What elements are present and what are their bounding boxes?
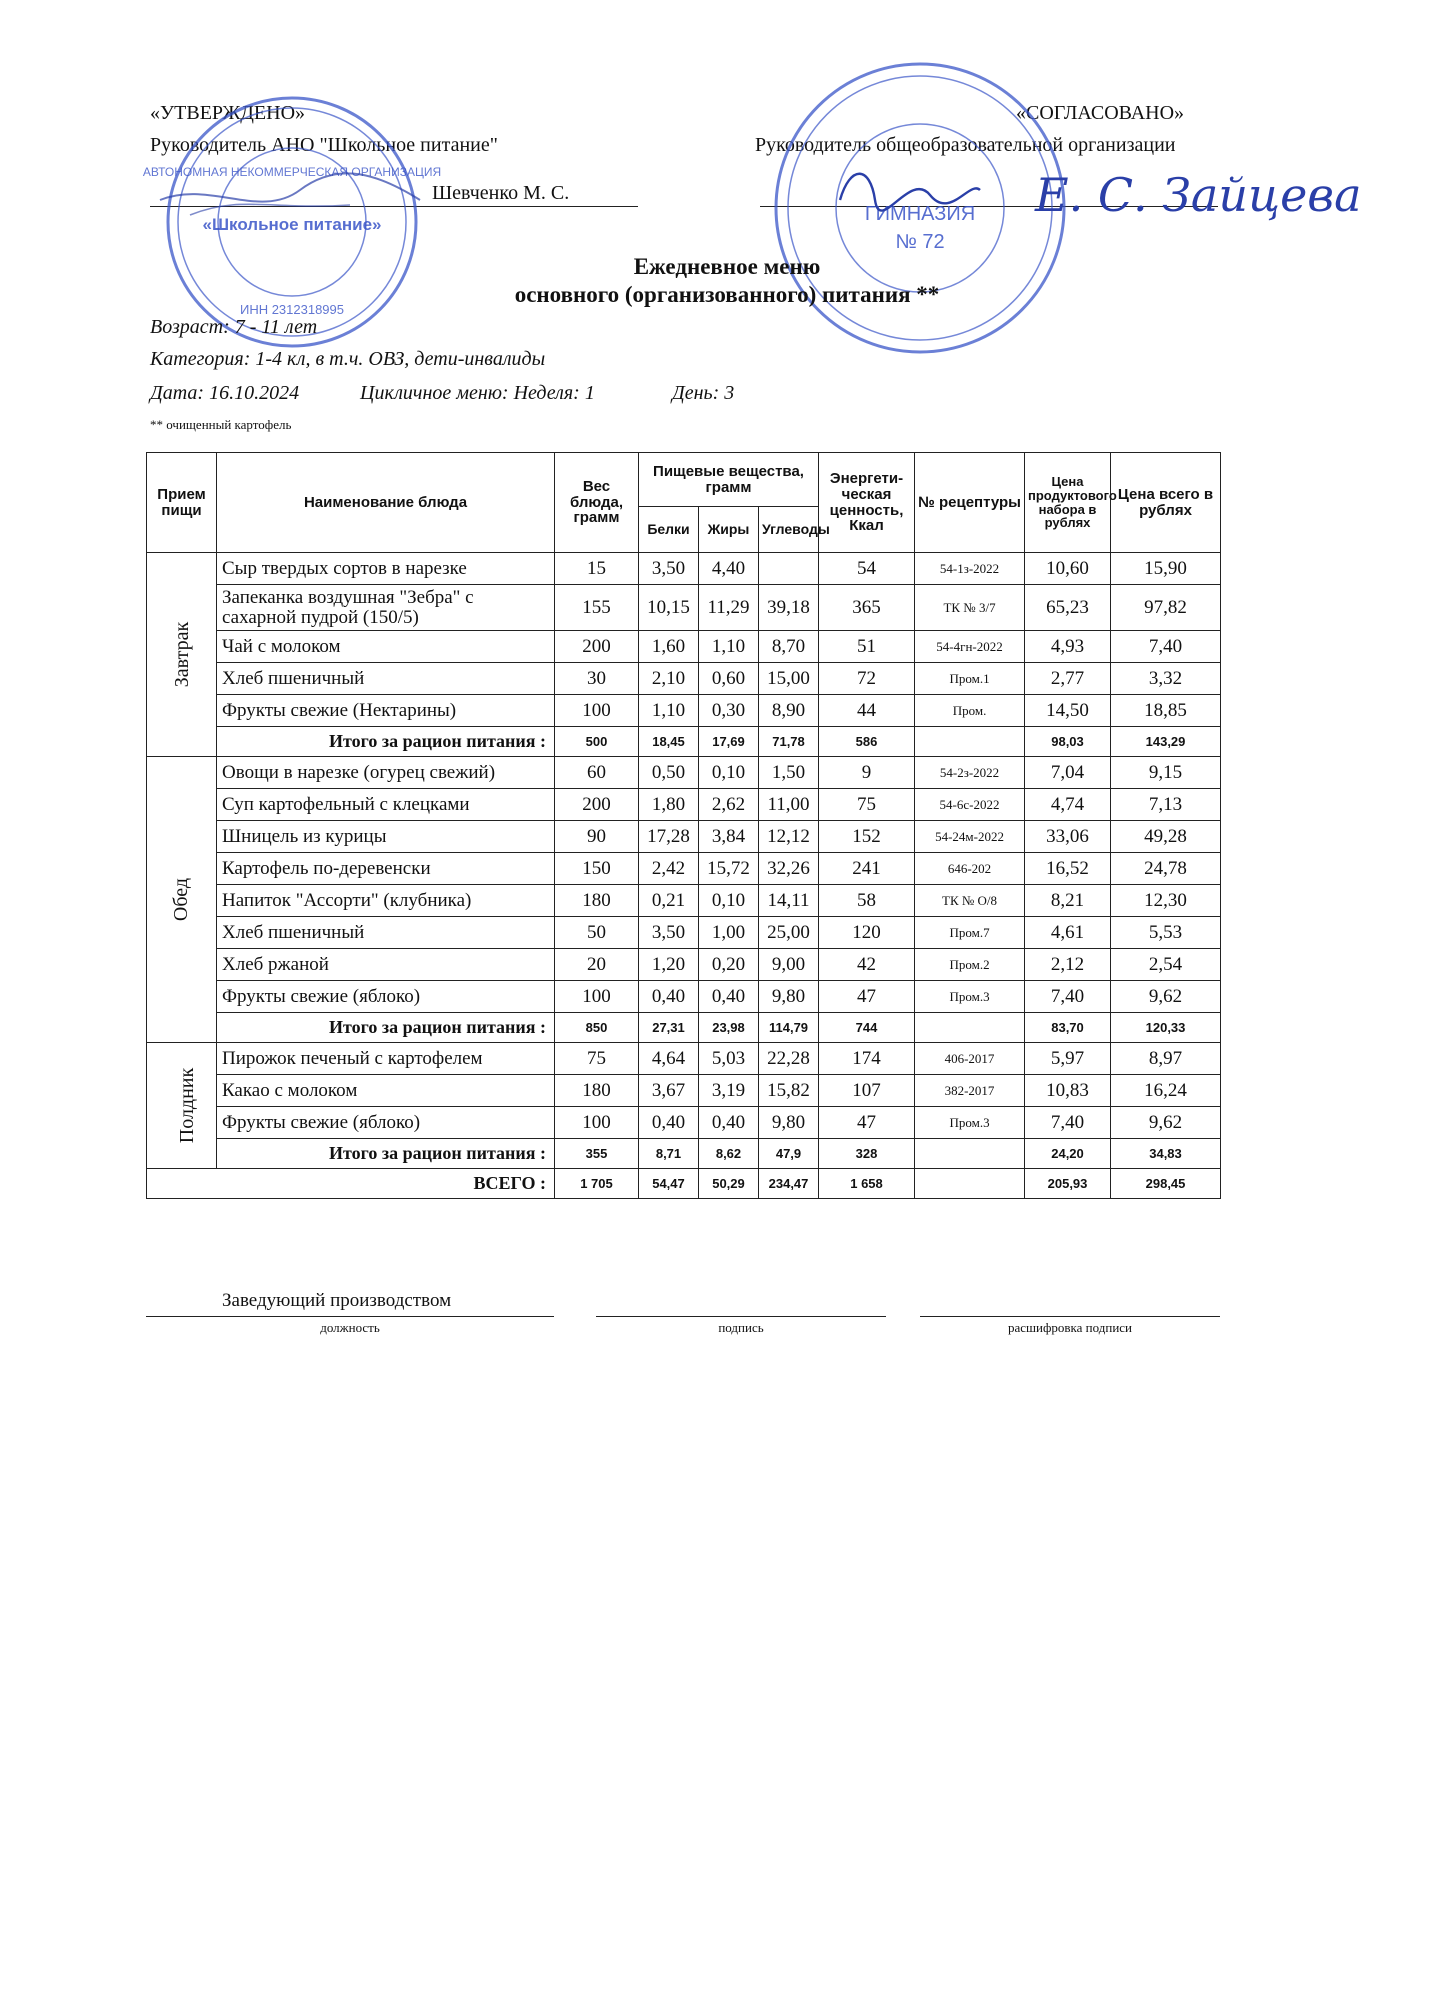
agreed-signature: Е. С. Зайцева (1035, 168, 1362, 222)
cell-fat: 2,62 (699, 789, 759, 821)
cell-protein: 17,28 (639, 821, 699, 853)
page-title: Ежедневное меню (633, 254, 821, 279)
cell-carbs (759, 553, 819, 585)
cell-total-price: 12,30 (1111, 885, 1221, 917)
stamp-left-ring: АВТОНОМНАЯ НЕКОММЕРЧЕСКАЯ ОРГАНИЗАЦИЯ (142, 165, 442, 179)
meal-cell (147, 553, 217, 757)
cell-carbs: 1,50 (759, 757, 819, 789)
table-row (147, 631, 1221, 663)
cell-fat: 11,29 (699, 585, 759, 631)
cell-total-price: 7,40 (1111, 631, 1221, 663)
footer-label-position: должность (320, 1320, 380, 1335)
cell-protein: 3,50 (639, 917, 699, 949)
dish-name: Фрукты свежие (яблоко) (217, 1107, 555, 1139)
header-energy: Энергети- ческая ценность, Ккал (819, 453, 915, 553)
total-energy: 586 (819, 727, 915, 757)
meal-cell (147, 757, 217, 1043)
cell-carbs: 25,00 (759, 917, 819, 949)
cell-fat: 0,20 (699, 949, 759, 981)
cell-weight: 180 (555, 1075, 639, 1107)
cell-recipe: Пром.7 (915, 917, 1025, 949)
cell-protein: 1,60 (639, 631, 699, 663)
cell-fat: 4,40 (699, 553, 759, 585)
cell-energy: 47 (819, 981, 915, 1013)
dish-name: Шницель из курицы (217, 821, 555, 853)
cell-weight: 100 (555, 981, 639, 1013)
cell-recipe: 54-4гн-2022 (915, 631, 1025, 663)
section-total-row (147, 1139, 1221, 1169)
table-row (147, 821, 1221, 853)
cell-carbs: 12,12 (759, 821, 819, 853)
cell-carbs: 14,11 (759, 885, 819, 917)
cell-total-price: 97,82 (1111, 585, 1221, 631)
header-carbs: Углеводы (759, 507, 819, 553)
dish-name: Запеканка воздушная "Зебра" с сахарной пудрой (150/5) (217, 585, 555, 631)
cell-energy: 174 (819, 1043, 915, 1075)
total-label: Итого за рацион питания : (217, 1013, 555, 1043)
cell-set-price: 8,21 (1025, 885, 1111, 917)
cell-protein: 10,15 (639, 585, 699, 631)
cell-weight: 30 (555, 663, 639, 695)
cell-energy: 44 (819, 695, 915, 727)
section-total-row (147, 1013, 1221, 1043)
cell-energy: 72 (819, 663, 915, 695)
cell-protein: 1,20 (639, 949, 699, 981)
cell-weight: 100 (555, 695, 639, 727)
cell-energy: 107 (819, 1075, 915, 1107)
meal-label: Полдник (176, 1067, 199, 1144)
cell-set-price: 5,97 (1025, 1043, 1111, 1075)
table-row (147, 981, 1221, 1013)
grand-total-label: ВСЕГО : (147, 1169, 555, 1199)
approved-name: Шевченко М. С. (432, 182, 570, 204)
footnote: ** очищенный картофель (150, 417, 292, 432)
cell-total-price: 18,85 (1111, 695, 1221, 727)
dish-name: Чай с молоком (217, 631, 555, 663)
total-carbs: 114,79 (759, 1013, 819, 1043)
cell-recipe: ТК № 3/7 (915, 585, 1025, 631)
cell-total-price: 5,53 (1111, 917, 1221, 949)
cell-energy: 58 (819, 885, 915, 917)
menu-body (147, 553, 1221, 1199)
cell-weight: 180 (555, 885, 639, 917)
cell-total-price: 9,15 (1111, 757, 1221, 789)
cell-recipe: Пром. (915, 695, 1025, 727)
meal-label: Завтрак (171, 621, 194, 688)
grand-total-carbs: 234,47 (759, 1169, 819, 1199)
grand-total-weight: 1 705 (555, 1169, 639, 1199)
total-fat: 17,69 (699, 727, 759, 757)
footer-label-signature: подпись (718, 1320, 764, 1335)
cell-weight: 200 (555, 631, 639, 663)
section-total-row (147, 727, 1221, 757)
cell-set-price: 4,61 (1025, 917, 1111, 949)
cell-protein: 1,80 (639, 789, 699, 821)
dish-name: Хлеб пшеничный (217, 917, 555, 949)
cell-fat: 1,00 (699, 917, 759, 949)
cell-weight: 15 (555, 553, 639, 585)
cell-recipe: Пром.3 (915, 1107, 1025, 1139)
total-set-price: 98,03 (1025, 727, 1111, 757)
header-nutrients: Пищевые вещества, грамм (639, 453, 819, 507)
table-row (147, 1075, 1221, 1107)
cell-carbs: 9,80 (759, 1107, 819, 1139)
dish-name: Хлеб пшеничный (217, 663, 555, 695)
table-row (147, 585, 1221, 631)
footer-line-signature (596, 1316, 886, 1317)
cell-total-price: 8,97 (1111, 1043, 1221, 1075)
grand-total-fat: 50,29 (699, 1169, 759, 1199)
cell-energy: 152 (819, 821, 915, 853)
header-dish: Наименование блюда (217, 453, 555, 553)
total-weight: 500 (555, 727, 639, 757)
cell-fat: 3,84 (699, 821, 759, 853)
cell-energy: 120 (819, 917, 915, 949)
day-info: День: 3 (672, 382, 735, 404)
total-protein: 8,71 (639, 1139, 699, 1169)
header-meal: Прием пищи (147, 453, 217, 553)
cell-fat: 0,10 (699, 885, 759, 917)
cell-recipe: Пром.3 (915, 981, 1025, 1013)
cell-recipe: Пром.2 (915, 949, 1025, 981)
cell-fat: 0,10 (699, 757, 759, 789)
cell-protein: 3,50 (639, 553, 699, 585)
cell-total-price: 24,78 (1111, 853, 1221, 885)
cell-total-price: 49,28 (1111, 821, 1221, 853)
dish-name: Какао с молоком (217, 1075, 555, 1107)
cell-carbs: 15,82 (759, 1075, 819, 1107)
cell-energy: 241 (819, 853, 915, 885)
cell-set-price: 16,52 (1025, 853, 1111, 885)
approved-position: Руководитель АНО "Школьное питание" (150, 134, 498, 156)
cell-recipe: 54-6с-2022 (915, 789, 1025, 821)
grand-total-total-price: 298,45 (1111, 1169, 1221, 1199)
dish-name: Картофель по-деревенски (217, 853, 555, 885)
cell-carbs: 9,00 (759, 949, 819, 981)
cell-protein: 1,10 (639, 695, 699, 727)
total-fat: 8,62 (699, 1139, 759, 1169)
cell-recipe: 646-202 (915, 853, 1025, 885)
header-total-price: Цена всего в рублях (1111, 453, 1221, 553)
total-fat: 23,98 (699, 1013, 759, 1043)
stamp-left-center: «Школьное питание» (202, 215, 382, 234)
cell-recipe: 406-2017 (915, 1043, 1025, 1075)
stamp-left-inn: ИНН 2312318995 (239, 302, 345, 317)
total-carbs: 47,9 (759, 1139, 819, 1169)
category-info: Категория: 1-4 кл, в т.ч. ОВЗ, дети-инвалиды (150, 348, 546, 370)
cell-fat: 1,10 (699, 631, 759, 663)
total-set-price: 83,70 (1025, 1013, 1111, 1043)
cell-protein: 0,50 (639, 757, 699, 789)
cell-set-price: 7,40 (1025, 981, 1111, 1013)
total-recipe (915, 727, 1025, 757)
total-carbs: 71,78 (759, 727, 819, 757)
cell-protein: 0,40 (639, 1107, 699, 1139)
cell-fat: 0,40 (699, 1107, 759, 1139)
cell-protein: 2,42 (639, 853, 699, 885)
stamp-right-number: № 72 (895, 231, 945, 253)
school-signature-scribble (830, 160, 990, 220)
dish-name: Хлеб ржаной (217, 949, 555, 981)
cell-weight: 20 (555, 949, 639, 981)
total-label: Итого за рацион питания : (217, 1139, 555, 1169)
cell-set-price: 2,12 (1025, 949, 1111, 981)
cell-weight: 150 (555, 853, 639, 885)
cell-recipe: 54-1з-2022 (915, 553, 1025, 585)
cell-set-price: 4,93 (1025, 631, 1111, 663)
footer-role: Заведующий производством (222, 1290, 452, 1311)
cell-energy: 9 (819, 757, 915, 789)
table-row (147, 663, 1221, 695)
total-protein: 18,45 (639, 727, 699, 757)
table-row (147, 949, 1221, 981)
cell-set-price: 10,83 (1025, 1075, 1111, 1107)
total-energy: 328 (819, 1139, 915, 1169)
agreed-label: «СОГЛАСОВАНО» (1016, 102, 1185, 124)
table-row (147, 695, 1221, 727)
age-info: Возраст: 7 - 11 лет (150, 316, 318, 338)
cell-set-price: 2,77 (1025, 663, 1111, 695)
total-weight: 850 (555, 1013, 639, 1043)
cell-protein: 2,10 (639, 663, 699, 695)
cell-energy: 42 (819, 949, 915, 981)
cell-weight: 200 (555, 789, 639, 821)
cell-recipe: Пром.1 (915, 663, 1025, 695)
cell-carbs: 9,80 (759, 981, 819, 1013)
cell-total-price: 3,32 (1111, 663, 1221, 695)
grand-total-protein: 54,47 (639, 1169, 699, 1199)
cell-protein: 4,64 (639, 1043, 699, 1075)
footer-line-position (146, 1316, 554, 1317)
total-protein: 27,31 (639, 1013, 699, 1043)
total-set-price: 24,20 (1025, 1139, 1111, 1169)
cell-set-price: 7,04 (1025, 757, 1111, 789)
cell-carbs: 11,00 (759, 789, 819, 821)
dish-name: Напиток "Ассорти" (клубника) (217, 885, 555, 917)
grand-total-set-price: 205,93 (1025, 1169, 1111, 1199)
table-row (147, 1043, 1221, 1075)
cell-fat: 0,60 (699, 663, 759, 695)
agreed-position: Руководитель общеобразовательной организации (755, 134, 1176, 156)
total-total-price: 143,29 (1111, 727, 1221, 757)
cell-carbs: 8,70 (759, 631, 819, 663)
cell-fat: 3,19 (699, 1075, 759, 1107)
cell-energy: 75 (819, 789, 915, 821)
cell-protein: 0,40 (639, 981, 699, 1013)
cell-total-price: 9,62 (1111, 981, 1221, 1013)
cell-weight: 155 (555, 585, 639, 631)
dish-name: Фрукты свежие (яблоко) (217, 981, 555, 1013)
header-set-price: Цена продуктового набора в рублях (1025, 453, 1111, 553)
meal-cell (147, 1043, 217, 1169)
grand-total-energy: 1 658 (819, 1169, 915, 1199)
grand-total-row (147, 1169, 1221, 1199)
cell-recipe: ТК № О/8 (915, 885, 1025, 917)
cell-total-price: 9,62 (1111, 1107, 1221, 1139)
table-row (147, 853, 1221, 885)
cell-carbs: 8,90 (759, 695, 819, 727)
dish-name: Пирожок печеный с картофелем (217, 1043, 555, 1075)
header-weight: Вес блюда, грамм (555, 453, 639, 553)
cell-recipe: 54-24м-2022 (915, 821, 1025, 853)
header-fat: Жиры (699, 507, 759, 553)
header-recipe: № рецептуры (915, 453, 1025, 553)
total-total-price: 34,83 (1111, 1139, 1221, 1169)
approved-signature-scribble (150, 160, 430, 230)
table-row (147, 917, 1221, 949)
cell-set-price: 10,60 (1025, 553, 1111, 585)
table-row (147, 553, 1221, 585)
cell-set-price: 65,23 (1025, 585, 1111, 631)
cell-total-price: 2,54 (1111, 949, 1221, 981)
total-label: Итого за рацион питания : (217, 727, 555, 757)
stamp-right-center: ГИМНАЗИЯ (864, 203, 976, 225)
cell-set-price: 4,74 (1025, 789, 1111, 821)
grand-total-recipe (915, 1169, 1025, 1199)
cell-weight: 60 (555, 757, 639, 789)
cell-set-price: 33,06 (1025, 821, 1111, 853)
cell-weight: 100 (555, 1107, 639, 1139)
table-row (147, 757, 1221, 789)
cell-weight: 75 (555, 1043, 639, 1075)
cell-energy: 54 (819, 553, 915, 585)
cell-energy: 365 (819, 585, 915, 631)
cell-set-price: 7,40 (1025, 1107, 1111, 1139)
page-subtitle: основного (организованного) питания ** (514, 282, 940, 307)
total-recipe (915, 1139, 1025, 1169)
total-weight: 355 (555, 1139, 639, 1169)
dish-name: Сыр твердых сортов в нарезке (217, 553, 555, 585)
total-recipe (915, 1013, 1025, 1043)
dish-name: Суп картофельный с клецками (217, 789, 555, 821)
cell-weight: 90 (555, 821, 639, 853)
cell-carbs: 22,28 (759, 1043, 819, 1075)
cell-energy: 47 (819, 1107, 915, 1139)
cell-carbs: 15,00 (759, 663, 819, 695)
footer-line-decoding (920, 1316, 1220, 1317)
menu-table (146, 452, 1221, 1199)
cell-total-price: 7,13 (1111, 789, 1221, 821)
table-row (147, 1107, 1221, 1139)
cell-fat: 15,72 (699, 853, 759, 885)
table-row (147, 789, 1221, 821)
cell-energy: 51 (819, 631, 915, 663)
cycle-info: Цикличное меню: Неделя: 1 (360, 382, 595, 404)
cell-fat: 5,03 (699, 1043, 759, 1075)
meal-label: Обед (170, 877, 192, 922)
cell-fat: 0,40 (699, 981, 759, 1013)
total-energy: 744 (819, 1013, 915, 1043)
approved-label: «УТВЕРЖДЕНО» (150, 102, 306, 124)
date-info: Дата: 16.10.2024 (150, 382, 300, 404)
cell-protein: 0,21 (639, 885, 699, 917)
cell-carbs: 39,18 (759, 585, 819, 631)
cell-weight: 50 (555, 917, 639, 949)
cell-total-price: 15,90 (1111, 553, 1221, 585)
cell-total-price: 16,24 (1111, 1075, 1221, 1107)
dish-name: Овощи в нарезке (огурец свежий) (217, 757, 555, 789)
cell-recipe: 54-2з-2022 (915, 757, 1025, 789)
cell-set-price: 14,50 (1025, 695, 1111, 727)
total-total-price: 120,33 (1111, 1013, 1221, 1043)
cell-carbs: 32,26 (759, 853, 819, 885)
table-row (147, 885, 1221, 917)
dish-name: Фрукты свежие (Нектарины) (217, 695, 555, 727)
header-protein: Белки (639, 507, 699, 553)
cell-protein: 3,67 (639, 1075, 699, 1107)
cell-fat: 0,30 (699, 695, 759, 727)
cell-recipe: 382-2017 (915, 1075, 1025, 1107)
footer-label-decoding: расшифровка подписи (1007, 1320, 1133, 1335)
